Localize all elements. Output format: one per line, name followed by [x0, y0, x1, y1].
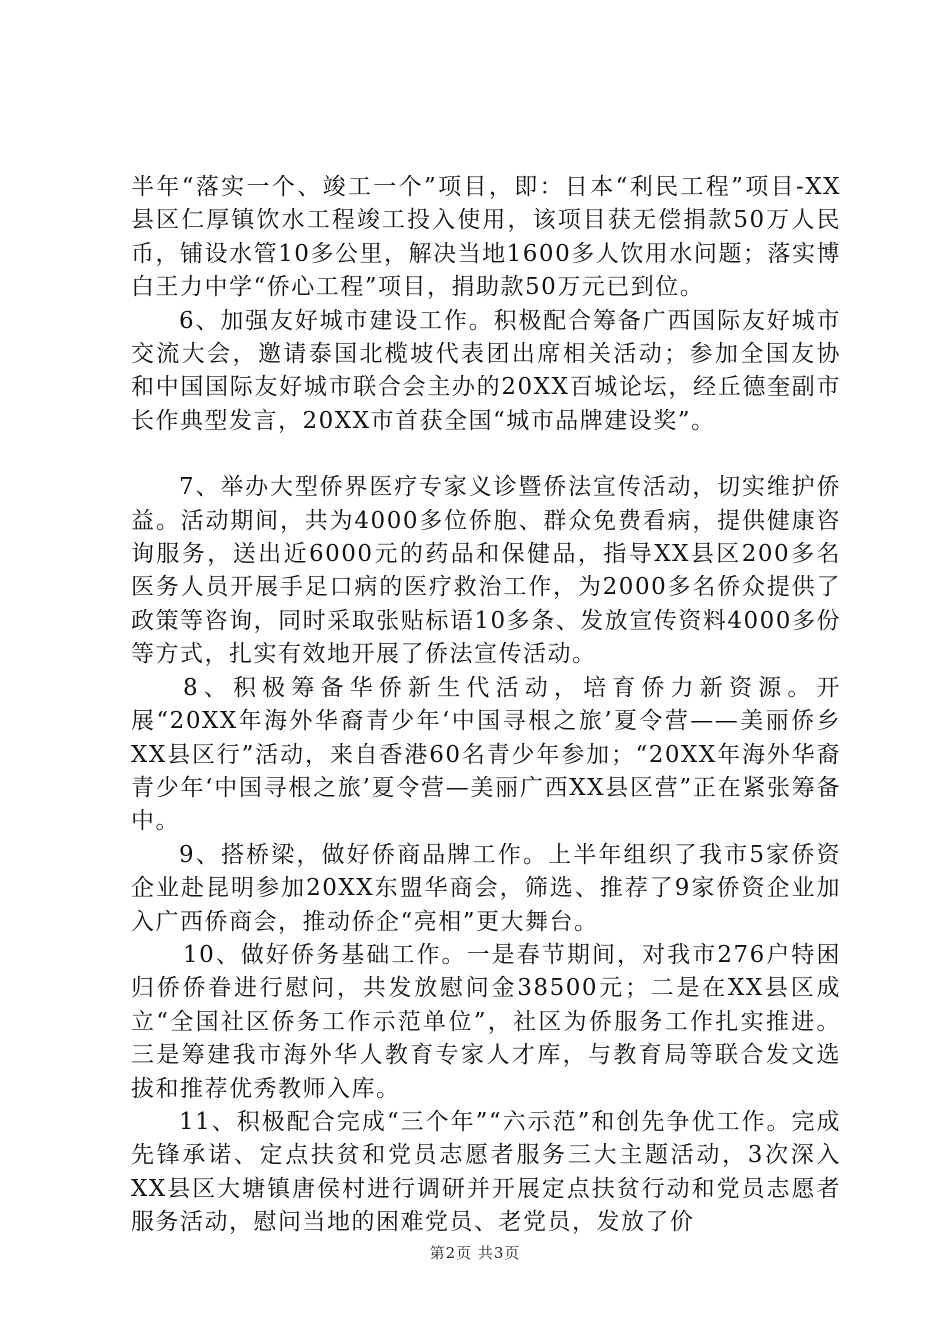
document-body [131, 171, 841, 1240]
paragraph-continuation: 半年“落实一个、竣工一个”项目，即：日本“利民工程”项目-XX县区仁厚镇饮水工程竣工投入使用，该项目获无偿捐款50万人民币，铺设水管10多公里，解决当地1600多人饮用水问题；落实博白王力中学“侨心工程”项目，捐助款50万元已到位。 [131, 174, 841, 301]
page-number-footer: 第2页 共3页 [429, 1244, 521, 1262]
paragraph-item-6: 6、加强友好城市建设工作。积极配合筹备广西国际友好城市交流大会，邀请泰国北榄坡代表团出席相关活动；参加全国友协和中国国际友好城市联合会主办的20XX百城论坛，经丘德奎副市长作典型发言，20XX市首获全国“城市品牌建设奖”。 [131, 307, 841, 434]
paragraph-item-11: 11、积极配合完成“三个年”“六示范”和创先争优工作。完成先锋承诺、定点扶贫和党员志愿者服务三大主题活动，3次深入XX县区大塘镇唐侯村进行调研并开展定点扶贫行动和党员志愿者服务活动，慰问当地的困难党员、老党员，发放了价 [131, 1108, 841, 1236]
paragraph-item-9: 9、搭桥梁，做好侨商品牌工作。上半年组织了我市5家侨资企业赴昆明参加20XX东盟华商会，筛选、推荐了9家侨资企业加入广西侨商会，推动侨企“亮相”更大舞台。 [131, 841, 841, 935]
paragraph-item-8: 8、积极筹备华侨新生代活动，培育侨力新资源。开展“20XX年海外华裔青少年‘中国寻根之旅’夏令营——美丽侨乡XX县区行”活动，来自香港60名青少年参加；“20XX年海外华裔青少年‘中国寻根之旅’夏令营—美丽广西XX县区营”正在紧张筹备中。 [131, 674, 841, 835]
paragraph-item-10: 10、做好侨务基础工作。一是春节期间，对我市276户特困归侨侨眷进行慰问，共发放慰问金38500元；二是在XX县区成立“全国社区侨务工作示范单位”，社区为侨服务工作扎实推进。三是筹建我市海外华人教育专家人才库，与教育局等联合发文选拔和推荐优秀教师入库。 [131, 941, 841, 1102]
paragraph-item-7: 7、举办大型侨界医疗专家义诊暨侨法宣传活动，切实维护侨益。活动期间，共为4000多位侨胞、群众免费看病，提供健康咨询服务，送出近6000元的药品和保健品，指导XX县区200多名医务人员开展手足口病的医疗救治工作，为2000多名侨众提供了政策等咨询，同时采取张贴标语10多条、发放宣传资料4000多份等方式，扎实有效地开展了侨法宣传活动。 [131, 474, 841, 668]
